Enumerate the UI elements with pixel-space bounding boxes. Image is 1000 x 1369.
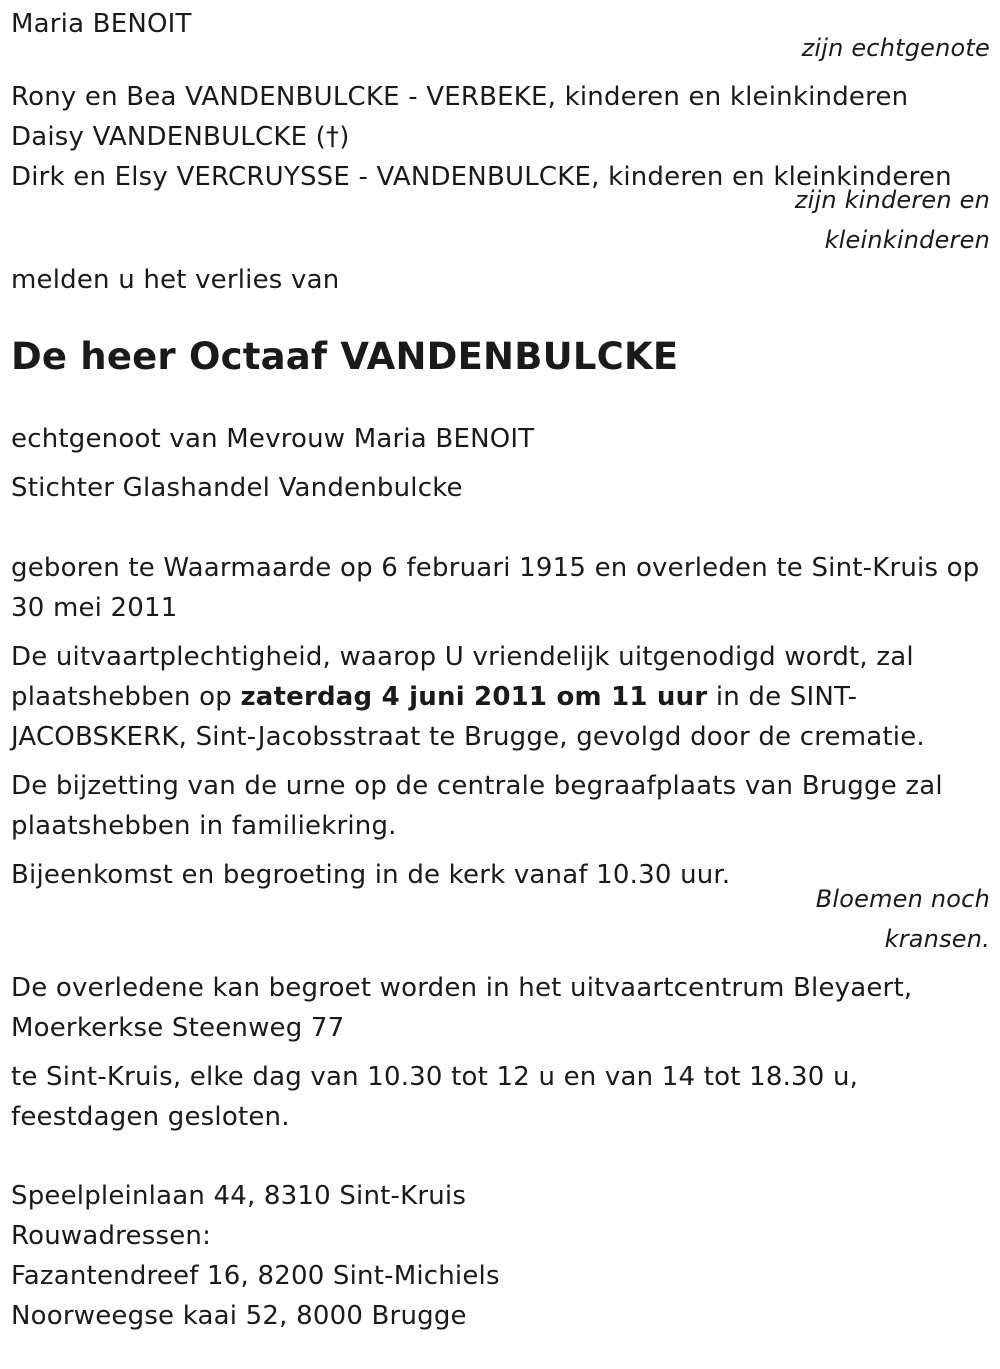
- mourning-addresses-label: Rouwadressen:: [11, 1221, 212, 1251]
- viewing-text-2: te Sint-Kruis, elke dag van 10.30 tot 12 u en van 14 tot 18.30 u, feestdagen gesloten.: [11, 1062, 859, 1132]
- addresses-block: [11, 1176, 990, 1336]
- deceased-title: De heer Octaaf VANDENBULCKE: [11, 335, 679, 378]
- child-entry: Dirk en Elsy VERCRUYSSE - VANDENBULCKE, kinderen en kleinkinderen: [11, 162, 952, 192]
- birth-death-text: geboren te Waarmaarde op 6 februari 1915 en overleden te Sint-Kruis op 30 mei 2011: [11, 553, 980, 623]
- spouse-of: echtgenoot van Mevrouw Maria BENOIT: [11, 424, 535, 454]
- mourning-address: Noorweegse kaai 52, 8000 Brugge: [11, 1301, 467, 1331]
- occupation: Stichter Glashandel Vandenbulcke: [11, 473, 463, 503]
- gathering-text: Bijeenkomst en begroeting in de kerk vanaf 10.30 uur.: [11, 860, 731, 890]
- children-list: [11, 77, 990, 197]
- funeral-date: zaterdag 4 juni 2011 om 11 uur: [240, 682, 708, 712]
- intro-text: melden u het verlies van: [11, 265, 340, 295]
- child-entry: Daisy VANDENBULCKE (†): [11, 122, 350, 152]
- spouse-name: Maria BENOIT: [11, 9, 192, 39]
- urn-text: De bijzetting van de urne op de centrale begraafplaats van Brugge zal plaatshebben in familiekring.: [11, 771, 943, 841]
- mourning-address: Fazantendreef 16, 8200 Sint-Michiels: [11, 1261, 500, 1291]
- spouse-role: zijn echtgenote: [801, 34, 990, 62]
- funeral-text-post: in de SINT-JACOBSKERK, Sint-Jacobsstraat te Brugge, gevolgd door de crematie.: [11, 682, 925, 752]
- flowers-line-2: kransen.: [884, 925, 990, 953]
- funeral-text-pre: De uitvaartplechtigheid, waarop U vriendelijk uitgenodigd wordt, zal plaatshebben op: [11, 642, 914, 712]
- funeral-text: [11, 637, 990, 757]
- flowers-line-1: Bloemen noch: [815, 885, 990, 913]
- home-address: Speelpleinlaan 44, 8310 Sint-Kruis: [11, 1181, 467, 1211]
- child-entry: Rony en Bea VANDENBULCKE - VERBEKE, kinderen en kleinkinderen: [11, 82, 909, 112]
- viewing-text-1: De overledene kan begroet worden in het uitvaartcentrum Bleyaert, Moerkerkse Steenweg 77: [11, 973, 913, 1043]
- children-role-line-1: zijn kinderen en: [794, 186, 990, 214]
- children-role-line-2: kleinkinderen: [824, 226, 990, 254]
